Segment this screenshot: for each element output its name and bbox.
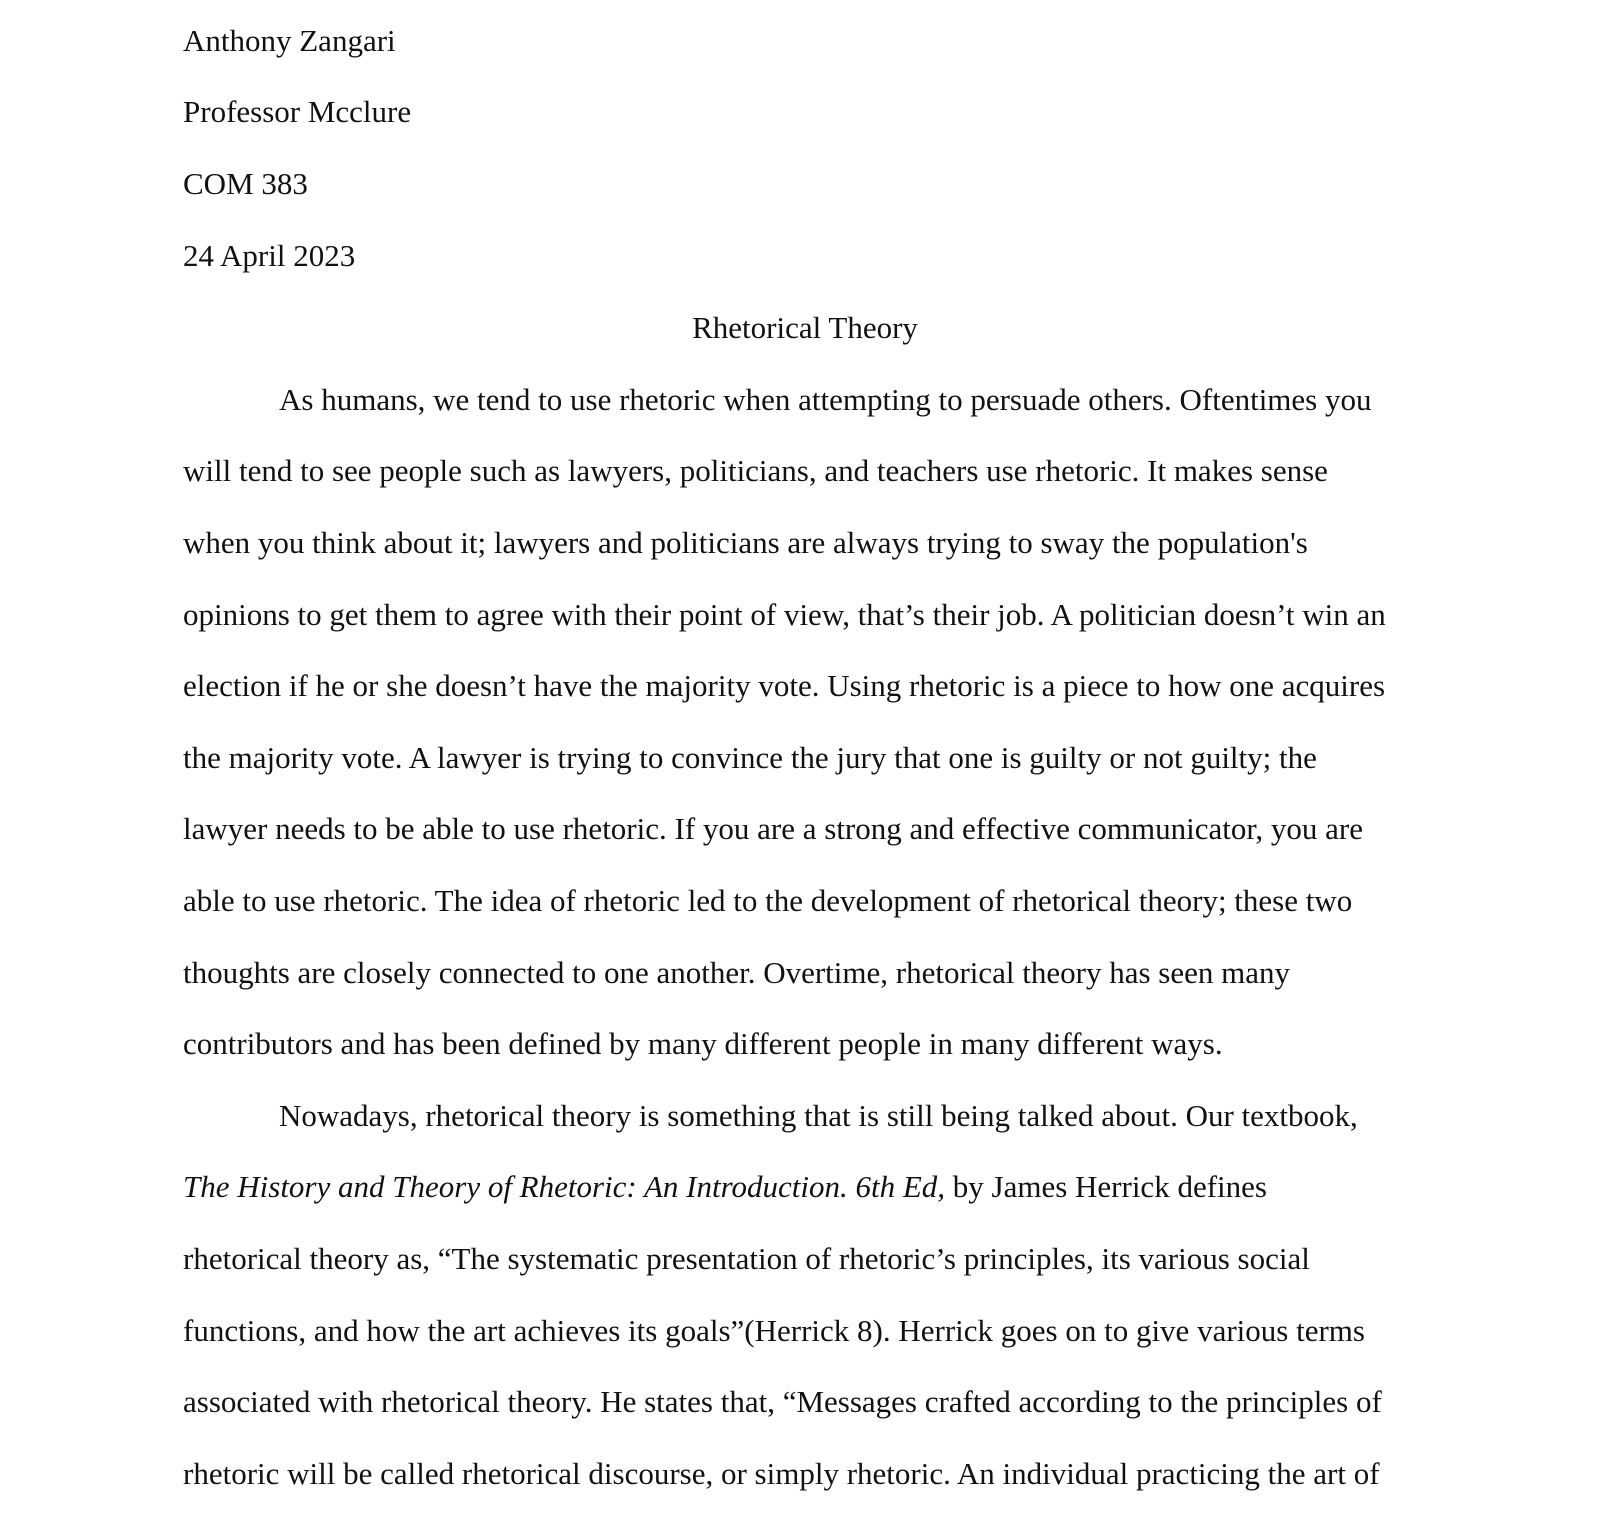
document-title: Rhetorical Theory — [692, 310, 918, 345]
paragraph-line: rhetorical theory as, “The systematic presentation of rhetoric’s principles, its various social — [183, 1241, 1310, 1276]
paragraph-line: opinions to get them to agree with their point of view, that’s their job. A politician doesn’t win an — [183, 597, 1386, 632]
paragraph-line: the majority vote. A lawyer is trying to convince the jury that one is guilty or not guilty; the — [183, 740, 1317, 775]
paragraph-line: contributors and has been defined by many different people in many different ways. — [183, 1026, 1223, 1061]
professor-name: Professor Mcclure — [183, 94, 412, 129]
paragraph-line: associated with rhetorical theory. He states that, “Messages crafted according to the principles of — [183, 1384, 1382, 1419]
paragraph-line: As humans, we tend to use rhetoric when attempting to persuade others. Oftentimes you — [279, 382, 1372, 417]
document-date: 24 April 2023 — [183, 238, 356, 273]
author-name: Anthony Zangari — [183, 23, 396, 58]
paragraph-line: functions, and how the art achieves its goals”(Herrick 8). Herrick goes on to give various terms — [183, 1313, 1365, 1348]
paragraph-line: rhetoric will be called rhetorical discourse, or simply rhetoric. An individual practicing the art of — [183, 1456, 1380, 1491]
book-title: The History and Theory of Rhetoric: An Introduction. 6th Ed, — [183, 1169, 946, 1204]
paragraph-line — [183, 1167, 1267, 1207]
paragraph-line: thoughts are closely connected to one another. Overtime, rhetorical theory has seen many — [183, 955, 1291, 990]
paragraph-line: able to use rhetoric. The idea of rhetoric led to the development of rhetorical theory; these two — [183, 883, 1353, 918]
paragraph-line: will tend to see people such as lawyers, politicians, and teachers use rhetoric. It makes sense — [183, 453, 1328, 488]
paragraph-line: election if he or she doesn’t have the majority vote. Using rhetoric is a piece to how one acquires — [183, 668, 1386, 703]
paragraph-line: Nowadays, rhetorical theory is something that is still being talked about. Our textbook, — [279, 1098, 1358, 1133]
paragraph-line-text: by James Herrick defines — [945, 1169, 1267, 1204]
paragraph-line: lawyer needs to be able to use rhetoric. If you are a strong and effective communicator, you are — [183, 811, 1364, 846]
paragraph-line: when you think about it; lawyers and politicians are always trying to sway the population's — [183, 525, 1308, 560]
course-code: COM 383 — [183, 166, 308, 201]
